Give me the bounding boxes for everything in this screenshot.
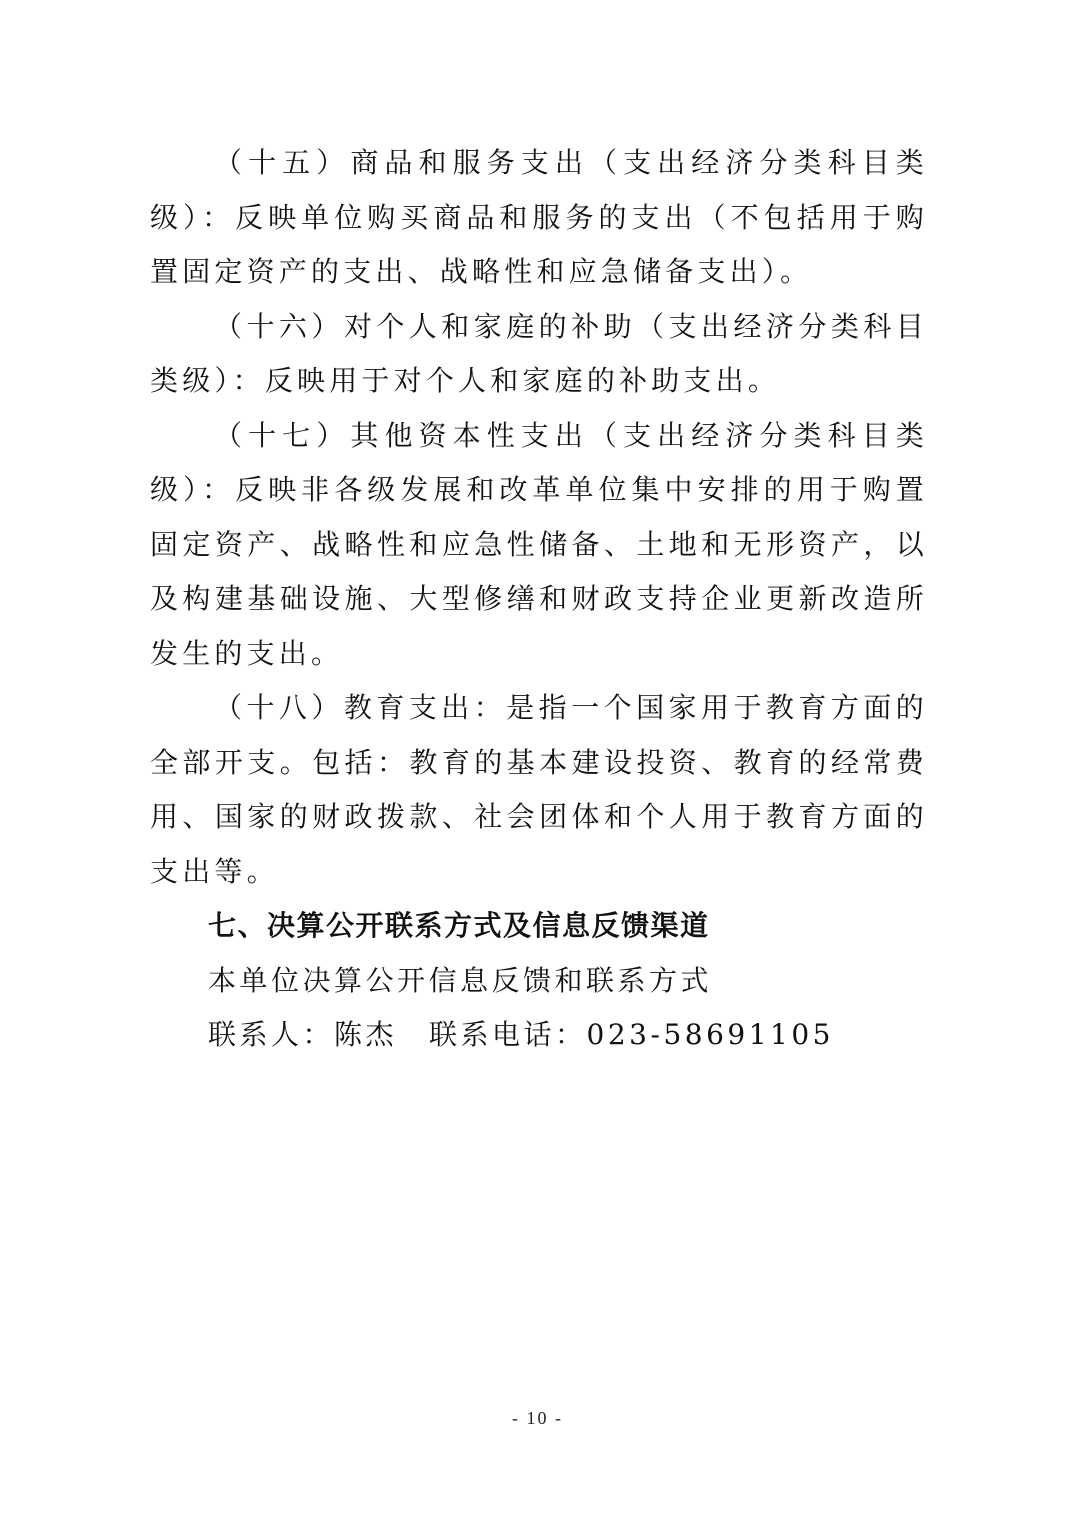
contact-label: 联系人：	[208, 1018, 335, 1051]
paragraph-household-subsidy	[150, 300, 928, 409]
paragraph-education	[150, 681, 928, 899]
phone-number: 023-58691105	[586, 1018, 834, 1051]
page-number: - 10 -	[512, 1408, 563, 1428]
phone-label: 联系电话：	[429, 1018, 587, 1051]
contact-intro: 本单位决算公开信息反馈和联系方式	[208, 963, 713, 997]
term-label: （十八）教育支出：	[214, 691, 507, 724]
paragraph-other-capital	[150, 409, 928, 682]
paragraph-text: 是指一个国家用于教育方面的全部开支。包括：教育的基本建设投资、教育的经常费用、国家的财政拨款、社会团体和个人用于教育方面的支出等。	[150, 691, 928, 888]
paragraph-text: 反映单位购买商品和服务的支出（不包括用于购置固定资产的支出、战略性和应急储备支出）。	[150, 200, 928, 288]
section-heading: 七、决算公开联系方式及信息反馈渠道	[208, 909, 710, 942]
term-label: （十七）其他资本性支出（支出经济分类科目类级）：	[150, 418, 928, 506]
contact-name: 陈杰	[334, 1018, 398, 1051]
paragraph-text: 反映非各级发展和改革单位集中安排的用于购置固定资产、战略性和应急性储备、土地和无形资产，以及构建基础设施、大型修缮和财政支持企业更新改造所发生的支出。	[150, 473, 928, 670]
paragraph-text: 反映用于对个人和家庭的补助支出。	[264, 364, 781, 397]
document-body	[150, 136, 928, 1063]
term-label: （十六）对个人和家庭的补助（支出经济分类科目类级）：	[150, 309, 928, 397]
contact-line	[150, 1008, 928, 1063]
term-label: （十五）商品和服务支出（支出经济分类科目类级）：	[150, 146, 928, 234]
paragraph-goods-services	[150, 136, 928, 300]
